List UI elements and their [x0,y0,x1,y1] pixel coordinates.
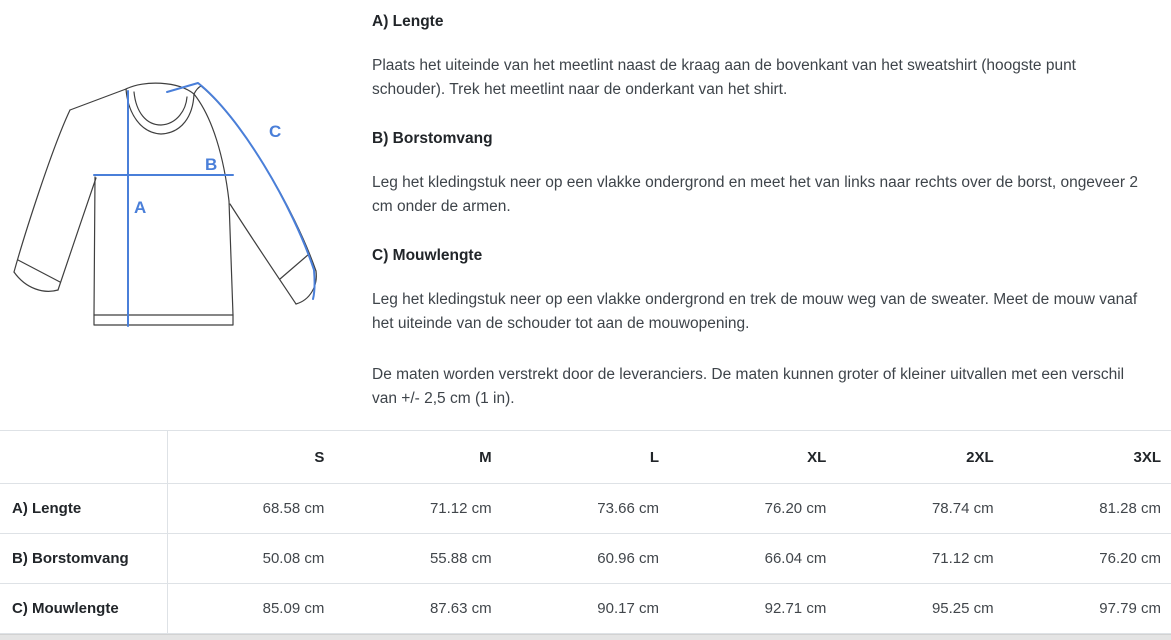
value-cell: 87.63 cm [334,584,501,634]
size-table-header-row [0,431,1171,484]
size-col-3xl: 3XL [1004,431,1171,484]
size-col-2xl: 2XL [836,431,1003,484]
size-col-m: M [334,431,501,484]
value-cell: 92.71 cm [669,584,836,634]
size-col-xl: XL [669,431,836,484]
measure-label-a: A [134,198,147,217]
row-label-lengte: A) Lengte [0,484,167,534]
size-col-l: L [502,431,669,484]
sweatshirt-measurement-diagram [10,58,340,348]
size-col-s: S [167,431,334,484]
section-body-lengte: Plaats het uiteinde van het meetlint naast de kraag aan de bovenkant van het sweatshirt (hoogste punt schouder). Trek het meetlint naar de onderkant van het shirt. [372,57,1076,98]
sweatshirt-outline [14,83,316,325]
value-cell: 97.79 cm [1004,584,1171,634]
size-table [0,430,1171,634]
table-row-borstomvang [0,534,1171,584]
section-heading-lengte: A) Lengte [372,13,444,30]
value-cell: 73.66 cm [502,484,669,534]
section-heading-borstomvang: B) Borstomvang [372,130,493,147]
value-cell: 85.09 cm [167,584,334,634]
table-row-lengte [0,484,1171,534]
value-cell: 50.08 cm [167,534,334,584]
value-cell: 71.12 cm [334,484,501,534]
value-cell: 71.12 cm [836,534,1003,584]
value-cell: 76.20 cm [669,484,836,534]
section-heading-mouwlengte: C) Mouwlengte [372,247,483,264]
value-cell: 76.20 cm [1004,534,1171,584]
value-cell: 81.28 cm [1004,484,1171,534]
page-bottom-edge [0,634,1171,640]
section-body-borstomvang: Leg het kledingstuk neer op een vlakke ondergrond en meet het van links naar rechts over de borst, ongeveer 2 cm onder de armen. [372,174,1139,215]
sweatshirt-illustration [10,58,340,348]
size-disclaimer: De maten worden verstrekt door de leveranciers. De maten kunnen groter of kleiner uitvallen met een verschil van +/- 2,5 cm (1 in). [372,366,1125,407]
value-cell: 60.96 cm [502,534,669,584]
row-label-borstomvang: B) Borstomvang [0,534,167,584]
value-cell: 55.88 cm [334,534,501,584]
value-cell: 90.17 cm [502,584,669,634]
value-cell: 78.74 cm [836,484,1003,534]
measurement-lines [94,83,315,326]
value-cell: 66.04 cm [669,534,836,584]
measure-label-b: B [205,155,218,174]
value-cell: 68.58 cm [167,484,334,534]
section-body-mouwlengte: Leg het kledingstuk neer op een vlakke ondergrond en trek de mouw weg van de sweater. Meet de mouw vanaf het uiteinde van de schouder tot aan de mouwopening. [372,291,1138,332]
measure-label-c: C [269,122,282,141]
row-label-mouwlengte: C) Mouwlengte [0,584,167,634]
value-cell: 95.25 cm [836,584,1003,634]
size-table-corner-cell [0,431,167,484]
measurement-instructions [372,12,1144,438]
table-row-mouwlengte [0,584,1171,634]
